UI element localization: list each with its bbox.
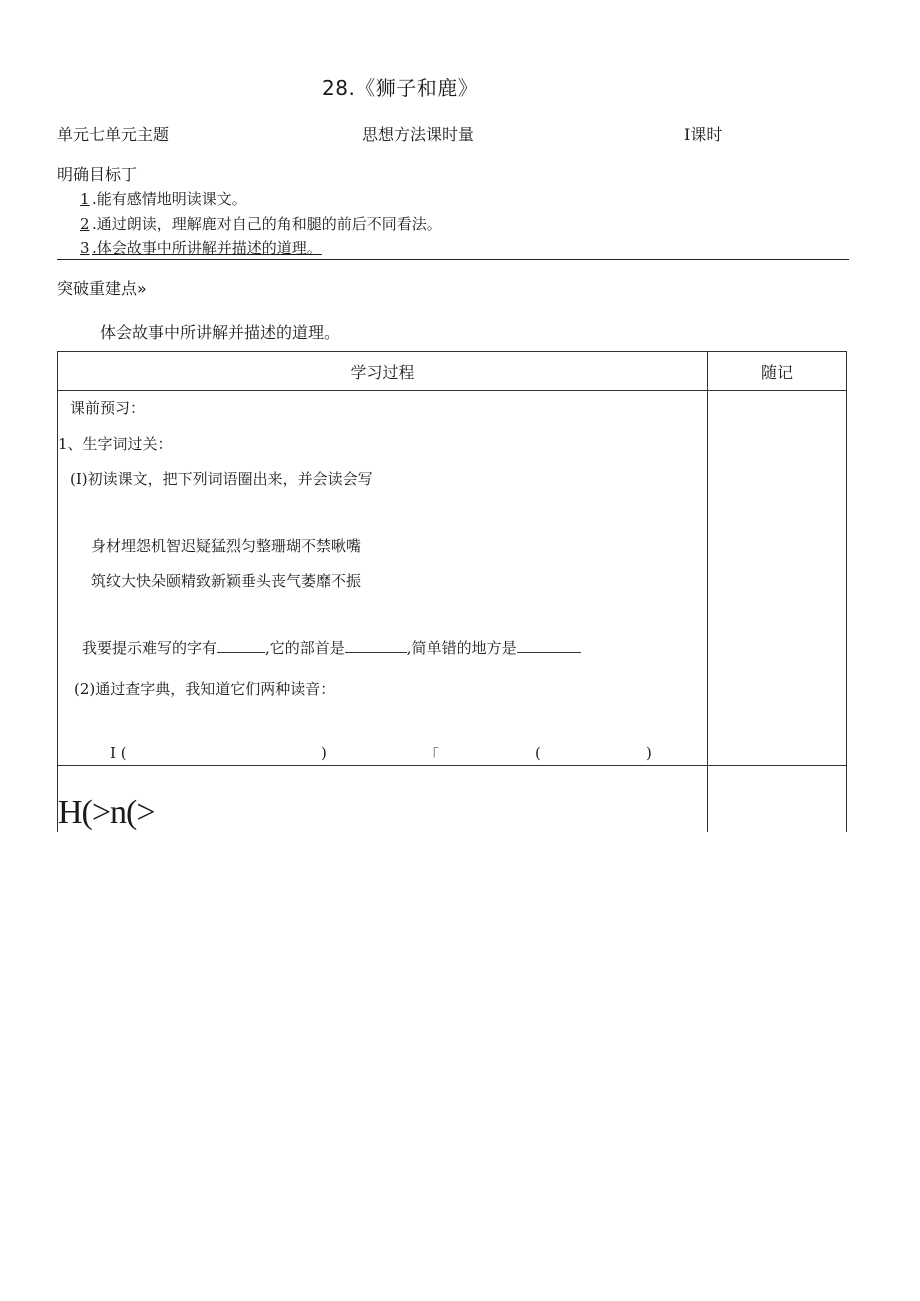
- mistake-prompt: ,简单错的地方是: [406, 639, 517, 657]
- answer-blank[interactable]: [517, 638, 581, 653]
- focus-heading: 突破重建点»: [57, 279, 147, 298]
- goal-text: .通过朗读，理解鹿对自己的角和腿的前后不同看法。: [92, 215, 442, 233]
- goal-item-3: [80, 237, 322, 258]
- task-1: (I)初读课文，把下列词语圈出来，并会读会写: [70, 470, 373, 488]
- class-hours-value: I课时: [684, 125, 723, 144]
- notes-cell[interactable]: [708, 391, 847, 766]
- preview-label: 课前预习：: [70, 399, 146, 417]
- process-content-cell: [58, 391, 708, 766]
- paren-open-1: I (: [110, 744, 127, 762]
- notes-continuation-cell[interactable]: [708, 766, 847, 833]
- word-list-1: 身材埋怨机智迟疑猛烈匀整珊瑚不禁啾嘴: [91, 537, 362, 555]
- goal-number: 3: [80, 239, 90, 257]
- answer-blank[interactable]: [217, 638, 265, 653]
- unit-theme-label: 单元七单元主题: [57, 125, 170, 144]
- bracket-mark: 「: [424, 746, 440, 764]
- paren-close-2: ): [646, 744, 652, 762]
- notes-header: 随记: [708, 352, 847, 391]
- method-hours-label: 思想方法课时量: [362, 125, 475, 144]
- goal-text: .体会故事中所讲解并描述的道理。: [92, 239, 322, 257]
- answer-blank[interactable]: [345, 638, 407, 653]
- task-2: (2)通过查字典，我知道它们两种读音：: [74, 680, 336, 698]
- hard-words-line: [82, 637, 581, 658]
- process-header: 学习过程: [58, 352, 708, 391]
- hard-words-prompt: 我要提示难写的字有: [82, 639, 218, 657]
- radical-prompt: ,它的部首是: [265, 639, 345, 657]
- goal-number: 2: [80, 215, 90, 233]
- word-list-2: 筑纹大快朵颐精致新颖垂头丧气萎靡不振: [91, 572, 362, 590]
- goals-heading: 明确目标丁: [57, 165, 138, 184]
- goal-text: .能有感情地明读课文。: [92, 190, 247, 208]
- paren-close-1: ): [321, 744, 327, 762]
- page-title: 28.《狮子和鹿》: [322, 76, 479, 100]
- paren-open-2: (: [535, 744, 541, 762]
- section-divider: [57, 259, 849, 260]
- goal-item-1: [80, 188, 247, 209]
- scan-artifact-text: H(>n(>: [58, 794, 155, 831]
- focus-text: 体会故事中所讲解并描述的道理。: [100, 323, 341, 342]
- process-continuation-cell: [58, 766, 708, 833]
- section-vocab-heading: 1、生字词过关：: [58, 435, 173, 453]
- learning-process-table: [57, 351, 847, 832]
- goal-item-2: [80, 213, 442, 234]
- goal-number: 1: [80, 190, 90, 208]
